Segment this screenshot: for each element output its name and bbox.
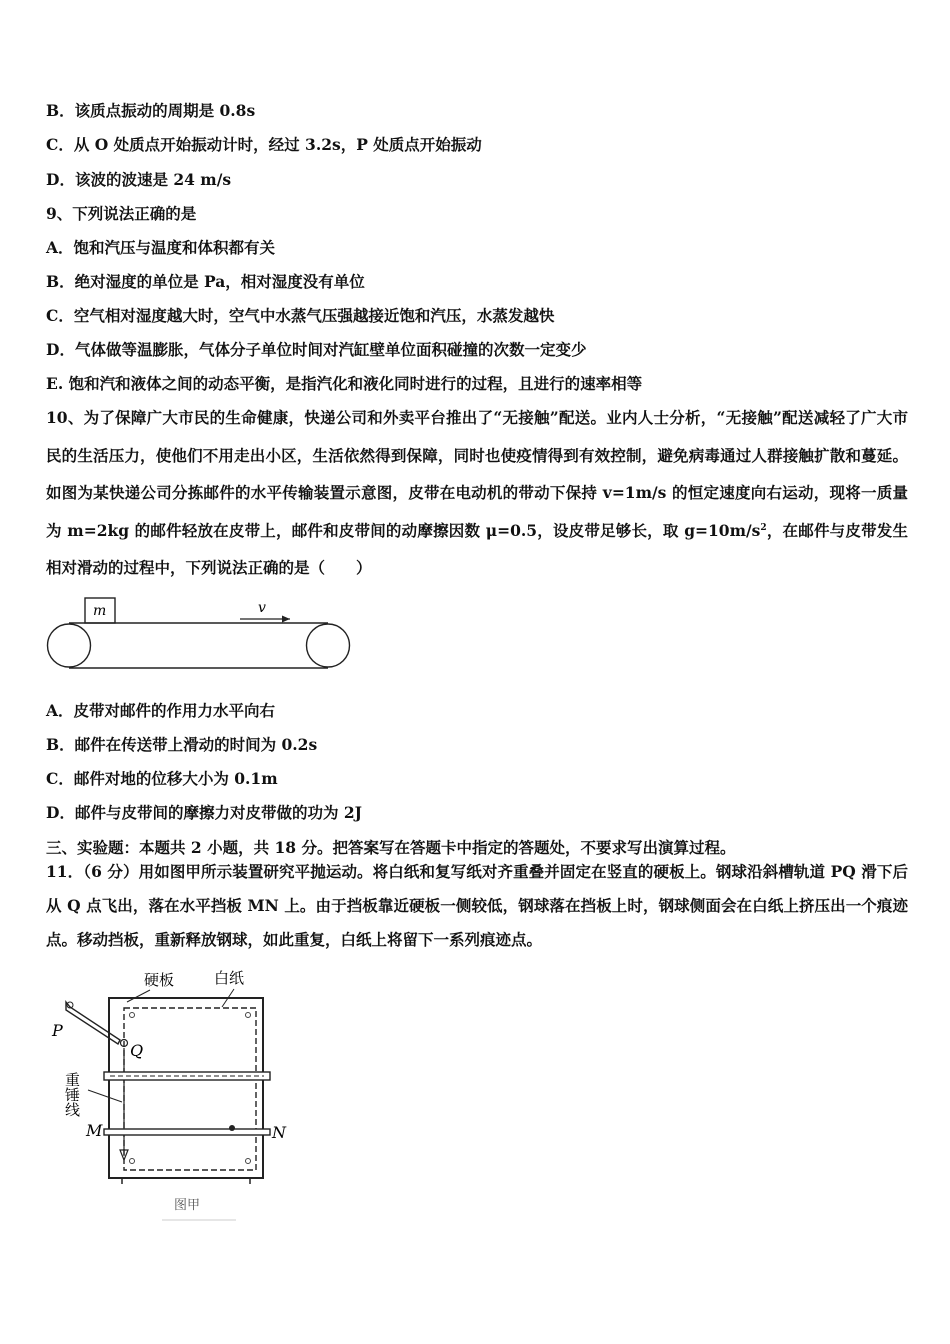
q10-stem-tail: ，在邮件与皮带发生相对滑动的过程中，下列说法正确的是（ ） bbox=[46, 520, 908, 577]
q8-option-c: C．从 O 处质点开始振动计时，经过 3.2s，P 处质点开始振动 bbox=[46, 135, 482, 154]
paper-pin bbox=[130, 1159, 135, 1164]
plumb-line-leader bbox=[88, 1090, 122, 1102]
q10-option-b: B．邮件在传送带上滑动的时间为 0.2s bbox=[46, 735, 318, 754]
q10-stem-superscript: 2 bbox=[760, 522, 767, 533]
q9-option-e: E. 饱和汽和液体之间的动态平衡，是指汽化和液化同时进行的过程，且进行的速率相等 bbox=[46, 374, 643, 393]
white-paper-label: 白纸 bbox=[214, 969, 245, 987]
point-q-label: Q bbox=[130, 1041, 144, 1060]
inclined-track bbox=[66, 1002, 120, 1044]
q9-option-b: B．绝对湿度的单位是 Pa，相对湿度没有单位 bbox=[46, 272, 365, 291]
q10-option-d: D．邮件与皮带间的摩擦力对皮带做的功为 2J bbox=[46, 803, 362, 822]
hard-board bbox=[109, 998, 263, 1178]
point-p-label: P bbox=[52, 1021, 63, 1040]
velocity-label: v bbox=[258, 600, 266, 616]
q10-option-a: A．皮带对邮件的作用力水平向右 bbox=[46, 701, 276, 720]
q9-option-c: C．空气相对湿度越大时，空气中水蒸气压强越接近饱和汽压，水蒸发越快 bbox=[46, 306, 555, 325]
q10-stem-main: 10、为了保障广大市民的生命健康，快递公司和外卖平台推出了“无接触”配送。业内人士分析，“无接触”配送减轻了广大市民的生活压力，使他们不用走出小区，生活依然得到保障，同时也使疫情得到有效控制，避免病毒通过人群接触扩散和蔓延。如图为某快递公司分拣邮件的水平传输装置示意图，皮带在电动机的带动下保持 v=1m/s 的恒定速度向右运动，现将一质量为 m=2kg 的邮件轻放在皮带上，邮件和皮带间的动摩擦因数 μ=0.5，设皮带足够长，取 g=10m/s bbox=[46, 408, 908, 540]
right-roller bbox=[307, 624, 350, 667]
projectile-apparatus-figure bbox=[44, 962, 304, 1224]
landing-ball bbox=[229, 1125, 235, 1131]
parcel-mass-label: m bbox=[93, 603, 107, 619]
paper-pin bbox=[130, 1013, 135, 1018]
paper-pin bbox=[246, 1013, 251, 1018]
q9-option-a: A．饱和汽压与温度和体积都有关 bbox=[46, 238, 276, 257]
hard-board-leader bbox=[127, 990, 150, 1002]
velocity-arrow-head bbox=[282, 616, 290, 623]
q8-option-b: B．该质点振动的周期是 0.8s bbox=[46, 101, 256, 120]
q10-option-c: C．邮件对地的位移大小为 0.1m bbox=[46, 769, 278, 788]
point-m-label: M bbox=[86, 1121, 103, 1140]
figure-caption: 图甲 bbox=[174, 1198, 201, 1213]
white-paper bbox=[124, 1008, 256, 1170]
q8-option-d: D．该波的波速是 24 m/s bbox=[46, 170, 232, 189]
q9-stem: 9、下列说法正确的是 bbox=[46, 204, 197, 223]
left-roller bbox=[48, 624, 91, 667]
point-n-label: N bbox=[272, 1123, 286, 1142]
paper-pin bbox=[246, 1159, 251, 1164]
q10-stem bbox=[46, 399, 908, 587]
hard-board-label: 硬板 bbox=[144, 971, 175, 989]
section-3-heading: 三、实验题：本题共 2 小题，共 18 分。把答案写在答题卡中指定的答题处，不要求写出演算过程。 bbox=[46, 838, 736, 857]
plumb-line-label: 重锤线 bbox=[63, 1072, 81, 1117]
q9-option-d: D．气体做等温膨胀，气体分子单位时间对汽缸壁单位面积碰撞的次数一定变少 bbox=[46, 340, 587, 359]
conveyor-belt-figure bbox=[44, 592, 354, 674]
baffle-mn bbox=[104, 1129, 270, 1135]
q11-stem: 11．（6 分）用如图甲所示装置研究平抛运动。将白纸和复写纸对齐重叠并固定在竖直的硬板上。钢球沿斜槽轨道 PQ 滑下后从 Q 点飞出，落在水平挡板 MN 上。由于挡板靠近硬板一侧较低，钢球落在挡板上时，钢球侧面会在白纸上挤压出一个痕迹点。移动挡板，重新释放钢球，如此重复，白纸上将留下一系列痕迹点。 bbox=[46, 862, 908, 949]
